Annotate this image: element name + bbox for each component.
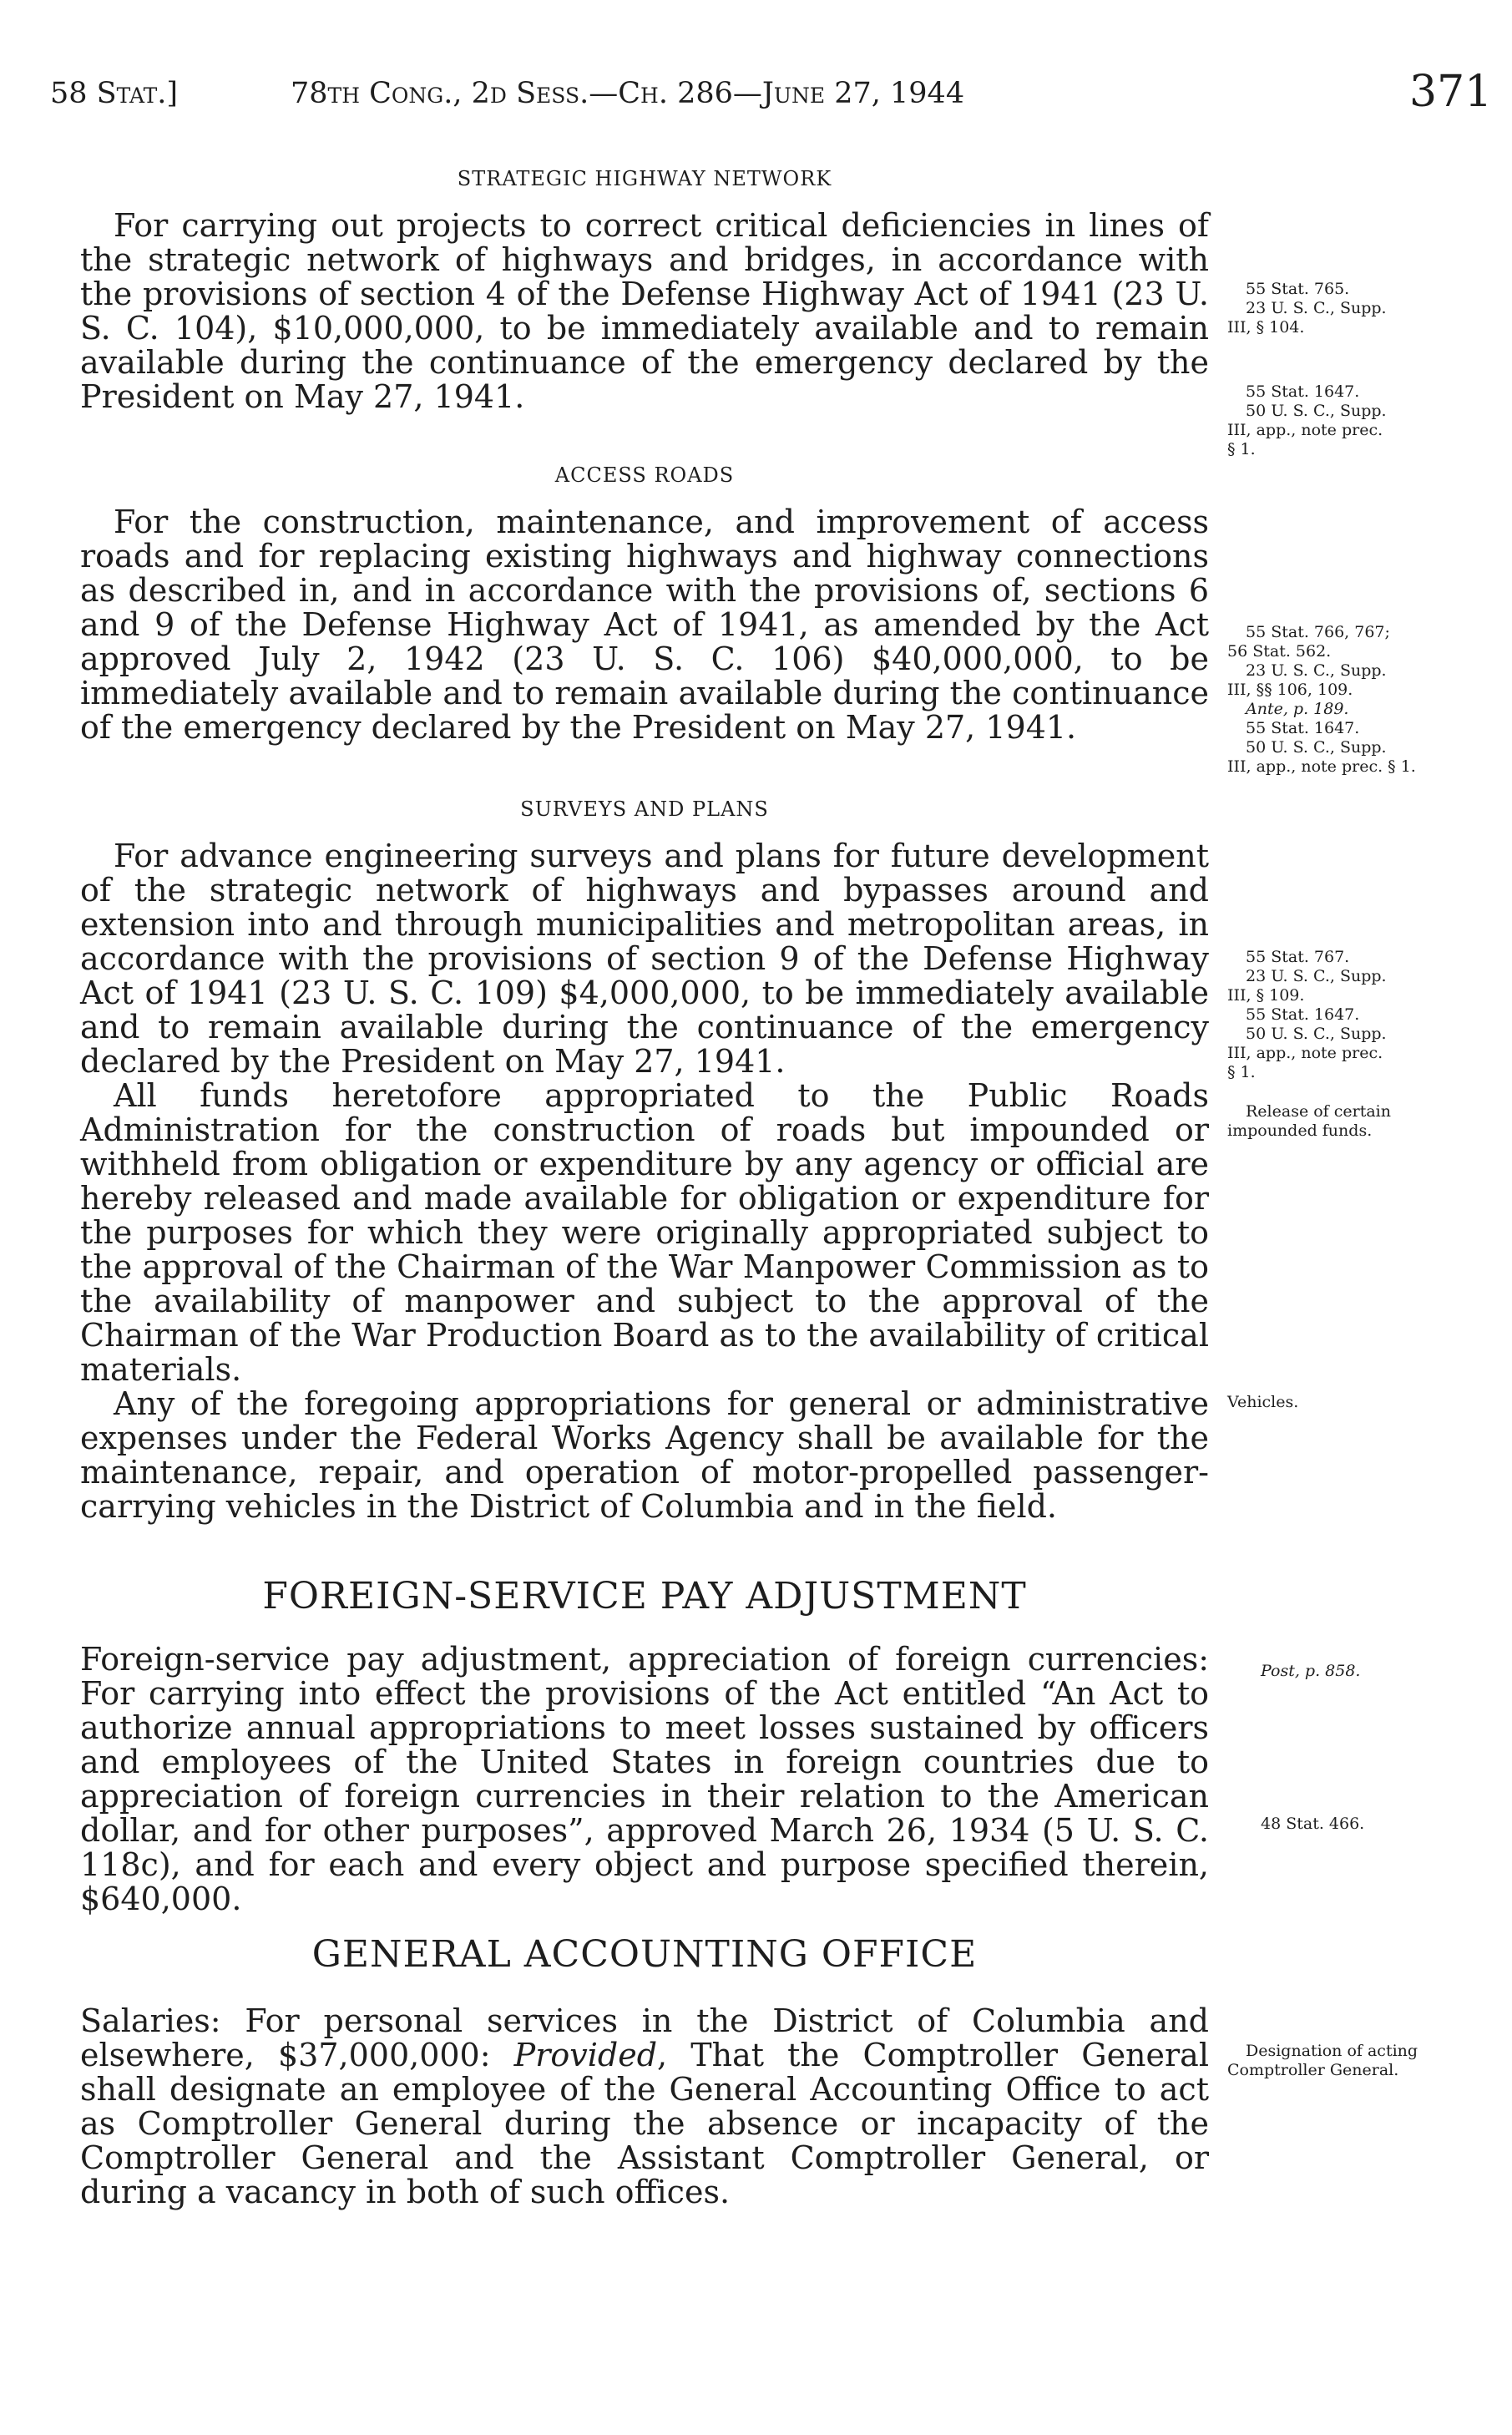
note-line: 55 Stat. 767. — [1246, 948, 1350, 966]
note-line: 48 Stat. 466. — [1261, 1815, 1365, 1833]
note-line: 55 Stat. 766, 767; — [1246, 623, 1390, 641]
section-body-strategic-highway — [80, 209, 1209, 414]
text-run: , That the Comptroller General shall designate an employee of the General Accounting Office to act as Comptroller General during the absence or incapacity of the Comptroller General and the Assistant Comptroller General, or during a vacancy in both of such offices. — [80, 2037, 1209, 2210]
header-statute-ref: 58 Stat.] — [50, 77, 179, 110]
provided-term: Provided — [513, 2037, 658, 2073]
margin-note-post-reference — [1261, 1662, 1511, 1681]
note-line: Release of certain impounded funds. — [1227, 1102, 1391, 1140]
note-line: 55 Stat. 1647. — [1246, 1005, 1360, 1024]
paragraph: Any of the foregoing appropriations for general or administrative expenses under the Federal Works Agency shall be available for the maintenance, repair, and operation of motor-propelled passenger-carrying vehicles in the District of Columbia and in the field. — [80, 1385, 1209, 1525]
note-line: 50 U. S. C., Supp. — [1246, 402, 1387, 420]
note-line: § 1. — [1227, 1063, 1256, 1081]
page-number: 371 — [1409, 67, 1493, 117]
note-line: 56 Stat. 562. — [1227, 642, 1332, 661]
paragraph: For the construction, maintenance, and improvement of access roads and for replacing existing highways and highway connections as described in, and in accordance with the provisions of, sections 6 and 9 of the Defense Highway Act of 1941, as amended by the Act approved July 2, 1942 (23 U. S. C. 106) $40,000,000, to be immediately available and to remain available during the continuance of the emergency declared by the President on May 27, 1941. — [80, 504, 1209, 746]
note-line: 23 U. S. C., Supp. — [1246, 299, 1387, 317]
paragraph: All funds heretofore appropriated to the Public Roads Administration for the construction of roads but impounded or withheld from obligation or expenditure by any agency or official are hereby released and made available for obligation or expenditure for the purposes for which they were originally appropriated subject to the approval of the Chairman of the War Manpower Commission as to the availability of manpower and subject to the approval of the Chairman of the War Production Board as to the availability of critical materials. — [80, 1077, 1209, 1388]
note-line: 50 U. S. C., Supp. — [1246, 738, 1387, 757]
note-line: Vehicles. — [1227, 1393, 1299, 1411]
note-line: 55 Stat. 765. — [1246, 280, 1350, 298]
note-line: Designation of acting Comptroller General. — [1227, 2042, 1418, 2079]
section-body-access-roads — [80, 505, 1209, 745]
section-body-surveys-plans — [80, 839, 1209, 1524]
section-heading-strategic-highway: STRATEGIC HIGHWAY NETWORK — [457, 167, 832, 190]
section-heading-general-accounting-office: GENERAL ACCOUNTING OFFICE — [311, 1933, 978, 1976]
section-heading-foreign-service: FOREIGN-SERVICE PAY ADJUSTMENT — [262, 1575, 1027, 1617]
margin-note-statute-citation — [1261, 1815, 1511, 1834]
margin-note-statute-citation — [1227, 382, 1478, 459]
margin-note-statute-citation — [1227, 280, 1478, 337]
note-line: 50 U. S. C., Supp. — [1246, 1025, 1387, 1043]
text-run: Salaries: For personal services in the District of Columbia and elsewhere, $37,000,000: — [80, 2002, 1209, 2073]
section-heading-access-roads: ACCESS ROADS — [554, 463, 735, 487]
note-line — [1227, 700, 1478, 719]
note-line: § 1. — [1227, 440, 1256, 458]
note-line: III, § 109. — [1227, 986, 1305, 1005]
post-ref: Post, p. 858. — [1261, 1662, 1361, 1680]
section-body-general-accounting-office — [80, 2004, 1209, 2210]
margin-note-vehicles — [1227, 1393, 1478, 1412]
ante-ref: Ante, p. 189. — [1246, 700, 1349, 718]
paragraph: For advance engineering surveys and plans for future development of the strategic network of highways and bypasses around and extension into and through municipalities and metropolitan areas, in accordance with the provisions of section 9 of the Defense Highway Act of 1941 (23 U. S. C. 109) $4,000,000, to be immediately available and to remain available during the continuance of the emergency declared by the President on May 27, 1941. — [80, 838, 1209, 1080]
header-session-info: 78th Cong., 2d Sess.—Ch. 286—June 27, 1944 — [291, 77, 965, 110]
note-line: III, app., note prec. — [1227, 1044, 1383, 1062]
paragraph: Foreign-service pay adjustment, appreciation of foreign currencies: For carrying into effect the provisions of the Act entitled “An Act to authorize annual appropriations to meet losses sustained by officers and employees of the United States in foreign countries due to appreciation of foreign currencies in their relation to the American dollar, and for other purposes”, approved March 26, 1934 (5 U. S. C. 118c), and for each and every object and purpose specified therein, $640,000. — [80, 1641, 1209, 1917]
section-heading-surveys-plans: SURVEYS AND PLANS — [520, 797, 769, 821]
note-line: III, app., note prec. § 1. — [1227, 757, 1416, 776]
note-line: III, § 104. — [1227, 318, 1305, 337]
section-body-foreign-service — [80, 1643, 1209, 1916]
margin-note-statute-citation — [1227, 623, 1478, 777]
note-line: 55 Stat. 1647. — [1246, 719, 1360, 737]
note-line: III, §§ 106, 109. — [1227, 681, 1353, 699]
note-line: 23 U. S. C., Supp. — [1246, 661, 1387, 680]
note-line — [1261, 1662, 1511, 1681]
margin-note-designation — [1227, 2042, 1478, 2080]
note-line: 23 U. S. C., Supp. — [1246, 967, 1387, 985]
margin-note-release-funds — [1227, 1102, 1478, 1141]
paragraph — [80, 2004, 1209, 2210]
paragraph: For carrying out projects to correct critical deficiencies in lines of the strategic network of highways and bridges, in accordance with the provisions of section 4 of the Defense Highway Act of 1941 (23 U. S. C. 104), $10,000,000, to be immediately available and to remain available during the continuance of the emergency declared by the President on May 27, 1941. — [80, 207, 1209, 415]
note-line: III, app., note prec. — [1227, 421, 1383, 439]
note-line: 55 Stat. 1647. — [1246, 382, 1360, 401]
margin-note-statute-citation — [1227, 948, 1478, 1082]
